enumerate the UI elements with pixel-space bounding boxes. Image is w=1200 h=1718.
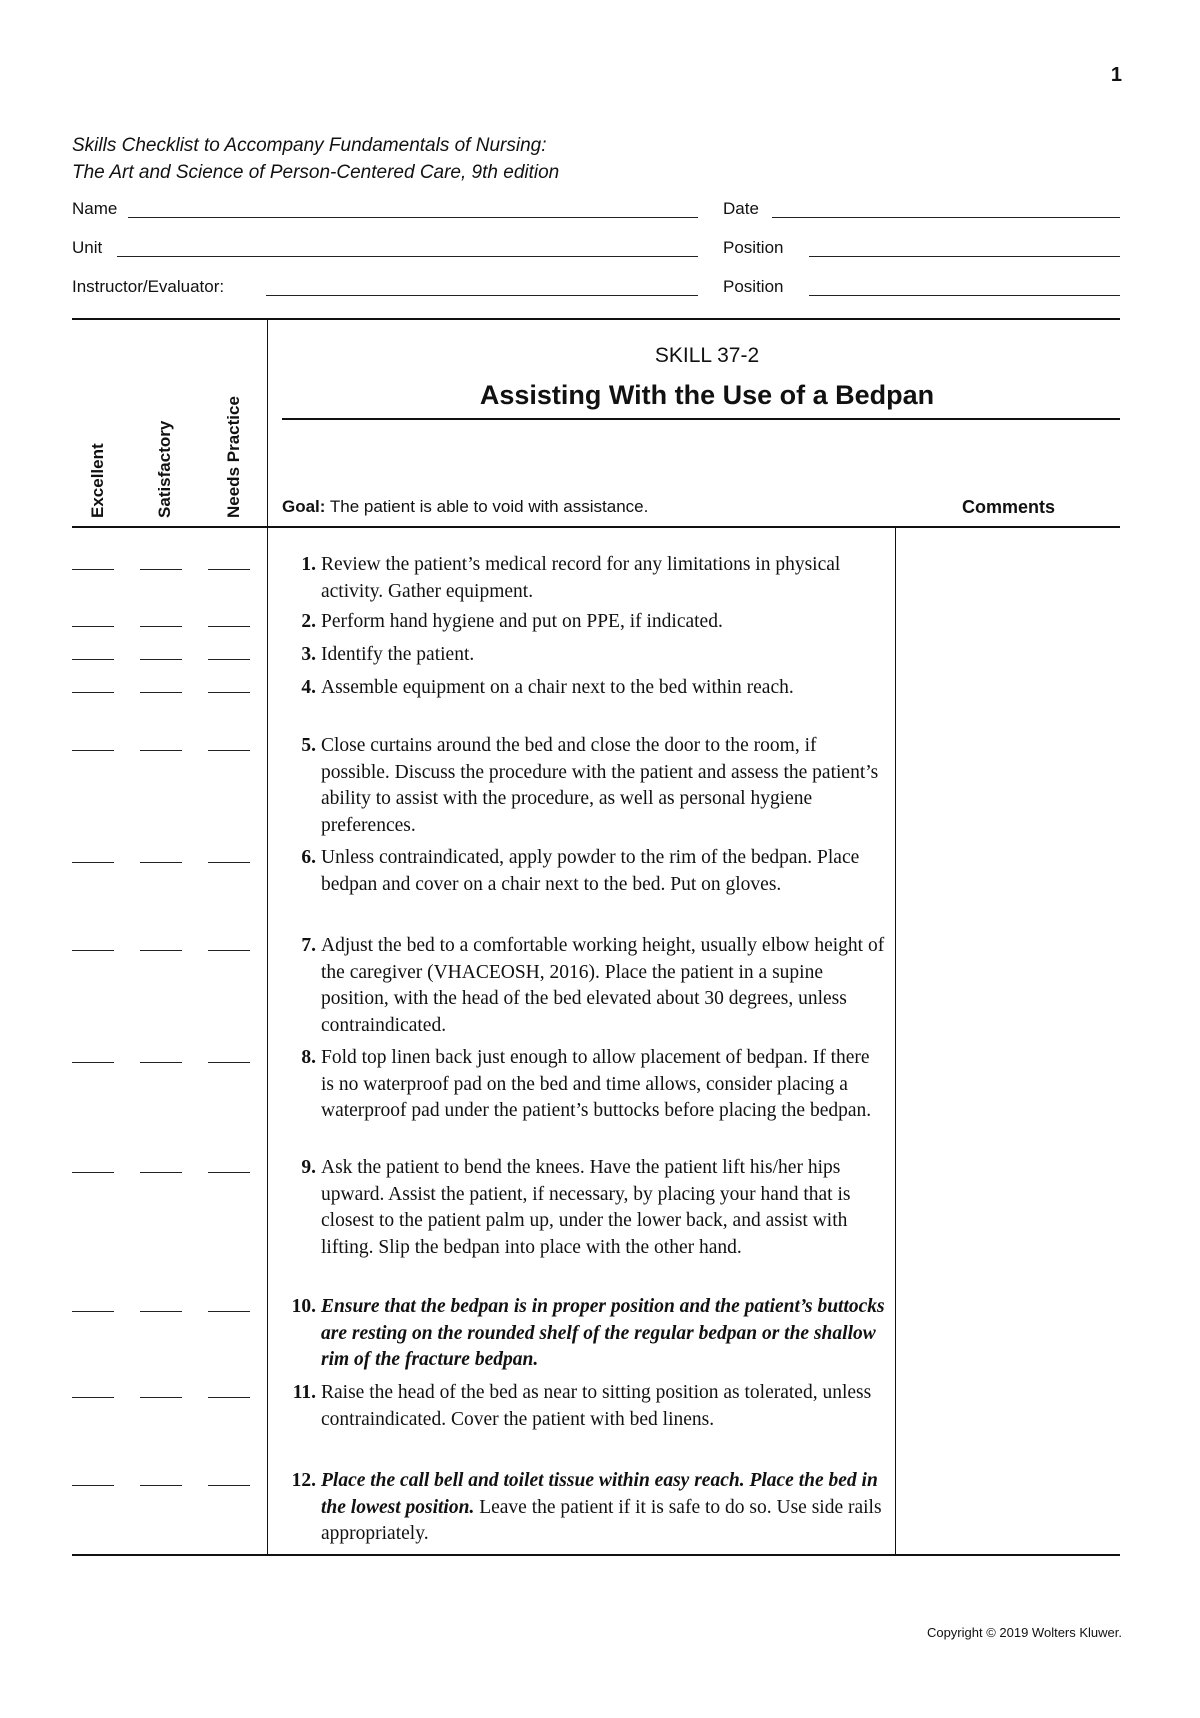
rating-blank-needs-practice[interactable] <box>208 1311 250 1312</box>
rating-blank-satisfactory[interactable] <box>140 692 182 693</box>
skill-title: Assisting With the Use of a Bedpan <box>479 380 935 410</box>
name-label: Name <box>72 199 118 218</box>
rating-blank-needs-practice[interactable] <box>208 659 250 660</box>
rating-blank-satisfactory[interactable] <box>140 1172 182 1173</box>
date-field[interactable] <box>772 217 1120 218</box>
step-text-part: Ask the patient to bend the knees. Have the patient lift his/her hips upward. Assist the patient, if necessary, by placing your hand that is closest to the patient palm up, under the lower back, and assist with lifting. Slip the bedpan into place with the other hand. <box>321 1157 851 1258</box>
step-text <box>321 733 886 839</box>
rating-blank-needs-practice[interactable] <box>208 1172 250 1173</box>
table-bottom-rule <box>72 1554 1120 1556</box>
step-text <box>321 675 886 702</box>
rating-blank-excellent[interactable] <box>72 1397 114 1398</box>
rating-blank-satisfactory[interactable] <box>140 1397 182 1398</box>
step-text-part: Fold top linen back just enough to allow placement of bedpan. If there is no waterproof pad on the bed and time allows, consider placing a waterproof pad under the patient’s buttocks before placing the bedpan. <box>321 1047 872 1121</box>
step-number: 6. <box>301 847 316 868</box>
column-divider-left <box>267 320 268 1556</box>
rating-blank-satisfactory[interactable] <box>140 1062 182 1063</box>
step-text-part: Adjust the bed to a comfortable working height, usually elbow height of the caregiver (VHACEOSH, 2016). Place the patient in a supine position, with the head of the bed elevated about 30 degrees, unless contraindicated. <box>321 935 885 1036</box>
step-text <box>321 1155 886 1261</box>
step-text <box>321 1468 886 1548</box>
goal-label: Goal: <box>282 497 326 516</box>
step-text-part: Identify the patient. <box>321 644 475 665</box>
rating-header-excellent: Excellent <box>88 443 107 518</box>
position-field-2[interactable] <box>809 295 1120 296</box>
unit-label: Unit <box>72 238 103 257</box>
step-number: 8. <box>301 1047 316 1068</box>
step-number: 7. <box>301 935 316 956</box>
rating-blank-excellent[interactable] <box>72 626 114 627</box>
rating-blank-satisfactory[interactable] <box>140 659 182 660</box>
date-label: Date <box>723 199 759 218</box>
rating-blank-excellent[interactable] <box>72 659 114 660</box>
step-text <box>321 1380 886 1433</box>
page-number: 1 <box>1110 64 1122 86</box>
step-text-emphasis: Place the call bell and toilet tissue within easy reach. Place the bed in the lowest position. <box>321 1470 878 1518</box>
step-number: 12. <box>291 1470 316 1491</box>
goal <box>282 497 648 517</box>
rating-blank-excellent[interactable] <box>72 1311 114 1312</box>
comments-header: Comments <box>962 497 1056 517</box>
step-text-part: Perform hand hygiene and put on PPE, if indicated. <box>321 611 723 632</box>
position-label-1: Position <box>723 238 784 257</box>
step-number: 11. <box>292 1382 316 1403</box>
step-number: 10. <box>291 1296 316 1317</box>
rating-blank-needs-practice[interactable] <box>208 950 250 951</box>
rating-blank-excellent[interactable] <box>72 1485 114 1486</box>
rating-blank-satisfactory[interactable] <box>140 626 182 627</box>
step-text-part: Assemble equipment on a chair next to the bed within reach. <box>321 677 794 698</box>
rating-blank-excellent[interactable] <box>72 569 114 570</box>
step-number: 9. <box>301 1157 316 1178</box>
rating-header-needs-practice: Needs Practice <box>224 396 243 518</box>
book-title-line-1: Skills Checklist to Accompany Fundamentals of Nursing: <box>72 135 547 156</box>
rating-blank-needs-practice[interactable] <box>208 750 250 751</box>
header-bottom-rule <box>72 526 1120 528</box>
step-text-part: Close curtains around the bed and close the door to the room, if possible. Discuss the procedure with the patient and assess the patient’s ability to assist with the procedure, as well as personal hygiene preferences. <box>321 735 879 836</box>
rating-blank-satisfactory[interactable] <box>140 862 182 863</box>
step-text <box>321 933 886 1039</box>
step-text <box>321 1294 886 1374</box>
rating-blank-satisfactory[interactable] <box>140 1485 182 1486</box>
rating-blank-needs-practice[interactable] <box>208 1397 250 1398</box>
rating-blank-needs-practice[interactable] <box>208 1485 250 1486</box>
rating-blank-needs-practice[interactable] <box>208 1062 250 1063</box>
rating-blank-excellent[interactable] <box>72 950 114 951</box>
copyright: Copyright © 2019 Wolters Kluwer. <box>926 1625 1122 1640</box>
rating-blank-excellent[interactable] <box>72 862 114 863</box>
step-text-part: Raise the head of the bed as near to sitting position as tolerated, unless contraindicated. Cover the patient with bed linens. <box>321 1382 872 1430</box>
step-text-part: Unless contraindicated, apply powder to the rim of the bedpan. Place bedpan and cover on a chair next to the bed. Put on gloves. <box>321 847 860 895</box>
title-underline <box>282 418 1120 420</box>
book-title <box>72 132 559 186</box>
name-field[interactable] <box>128 217 698 218</box>
rating-blank-satisfactory[interactable] <box>140 950 182 951</box>
step-text-emphasis: Ensure that the bedpan is in proper position and the patient’s buttocks are resting on the rounded shelf of the regular bedpan or the shallow rim of the fracture bedpan. <box>321 1296 885 1370</box>
step-text-part: Leave the patient if it is safe to do so. Use side rails appropriately. <box>321 1496 882 1544</box>
rating-blank-excellent[interactable] <box>72 750 114 751</box>
step-text-part: Review the patient’s medical record for any limitations in physical activity. Gather equipment. <box>321 554 841 602</box>
step-text <box>321 552 886 605</box>
position-field-1[interactable] <box>809 256 1120 257</box>
rating-blank-needs-practice[interactable] <box>208 626 250 627</box>
rating-blank-needs-practice[interactable] <box>208 862 250 863</box>
rating-blank-excellent[interactable] <box>72 1062 114 1063</box>
step-text <box>321 609 886 636</box>
book-title-line-2: The Art and Science of Person-Centered Care, 9th edition <box>72 162 560 183</box>
instructor-label: Instructor/Evaluator: <box>72 277 225 296</box>
column-divider-comments <box>895 528 896 1556</box>
unit-field[interactable] <box>117 256 698 257</box>
skill-code: SKILL 37-2 <box>654 344 760 367</box>
step-number: 3. <box>301 644 316 665</box>
position-label-2: Position <box>723 277 784 296</box>
instructor-field[interactable] <box>266 295 698 296</box>
rating-blank-excellent[interactable] <box>72 692 114 693</box>
rating-header-satisfactory: Satisfactory <box>155 420 174 518</box>
rating-blank-needs-practice[interactable] <box>208 692 250 693</box>
step-number: 5. <box>301 735 316 756</box>
rating-blank-excellent[interactable] <box>72 1172 114 1173</box>
rating-blank-satisfactory[interactable] <box>140 750 182 751</box>
step-number: 4. <box>301 677 316 698</box>
table-top-rule <box>72 318 1120 320</box>
step-text <box>321 642 886 669</box>
step-number: 2. <box>301 611 316 632</box>
goal-text: The patient is able to void with assistance. <box>325 497 649 516</box>
rating-blank-satisfactory[interactable] <box>140 1311 182 1312</box>
step-number: 1. <box>301 554 316 575</box>
step-text <box>321 845 886 898</box>
step-text <box>321 1045 886 1125</box>
rating-blank-needs-practice[interactable] <box>208 569 250 570</box>
rating-blank-satisfactory[interactable] <box>140 569 182 570</box>
